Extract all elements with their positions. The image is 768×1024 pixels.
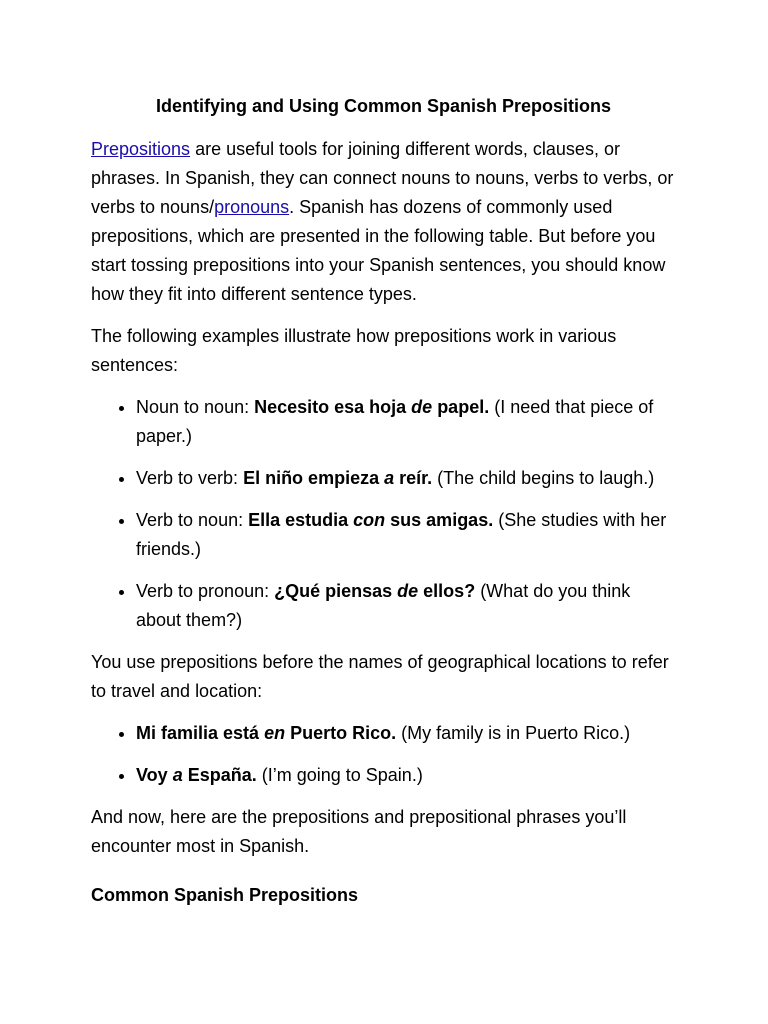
prepositions-link[interactable]: Prepositions <box>91 139 191 159</box>
list-item <box>136 719 676 748</box>
geo-spanish-end: Puerto Rico. <box>285 723 397 743</box>
geo-translation: (My family is in Puerto Rico.) <box>396 723 631 743</box>
example-spanish-end: reír. <box>394 468 433 488</box>
example-spanish: ¿Qué piensas <box>274 581 398 601</box>
example-translation: (She studies with her friends.) <box>136 510 667 559</box>
intro-text-1: are useful tools for joining different words, clauses, or phrases. In Spanish, they can connect nouns to nouns, verbs to verbs, or verbs to nouns/ <box>91 139 674 217</box>
examples-list <box>91 393 676 635</box>
example-preposition: de <box>397 581 419 601</box>
geo-spanish-end: España. <box>182 765 257 785</box>
list-item <box>136 464 676 493</box>
list-item <box>136 761 676 790</box>
example-preposition: de <box>411 397 433 417</box>
pronouns-link[interactable]: pronouns <box>214 197 290 217</box>
example-preposition: a <box>384 468 395 488</box>
example-translation: (I need that piece of paper.) <box>136 397 654 446</box>
example-preposition: con <box>353 510 386 530</box>
example-translation: (What do you think about them?) <box>136 581 631 630</box>
page-title: Identifying and Using Common Spanish Prepositions <box>155 96 612 116</box>
example-spanish: Necesito esa hoja <box>254 397 412 417</box>
geo-intro: You use prepositions before the names of geographical locations to refer to travel and location: <box>91 652 669 701</box>
example-label: Verb to noun: <box>136 510 249 530</box>
geo-translation: (I’m going to Spain.) <box>256 765 423 785</box>
example-spanish: El niño empieza <box>243 468 385 488</box>
example-spanish-end: papel. <box>432 397 490 417</box>
list-item <box>136 577 676 635</box>
geo-spanish: Voy <box>136 765 173 785</box>
intro-paragraph <box>91 135 676 309</box>
example-spanish-end: sus amigas. <box>385 510 494 530</box>
section-heading: Common Spanish Prepositions <box>91 885 359 905</box>
example-translation: (The child begins to laugh.) <box>432 468 655 488</box>
geo-preposition: a <box>172 765 183 785</box>
example-label: Noun to noun: <box>136 397 255 417</box>
geo-list <box>91 719 676 790</box>
list-item <box>136 506 676 564</box>
example-label: Verb to pronoun: <box>136 581 275 601</box>
example-label: Verb to verb: <box>136 468 244 488</box>
example-spanish: Ella estudia <box>248 510 354 530</box>
examples-intro: The following examples illustrate how prepositions work in various sentences: <box>91 326 617 375</box>
geo-spanish: Mi familia está <box>136 723 265 743</box>
geo-preposition: en <box>264 723 286 743</box>
example-spanish-end: ellos? <box>418 581 476 601</box>
intro-text-2: . Spanish has dozens of commonly used prepositions, which are presented in the following table. But before you start tossing prepositions into your Spanish sentences, you should know how they fit into different sentence types. <box>91 197 666 304</box>
closing-paragraph: And now, here are the prepositions and prepositional phrases you’ll encounter most in Spanish. <box>91 807 627 856</box>
list-item <box>136 393 676 451</box>
